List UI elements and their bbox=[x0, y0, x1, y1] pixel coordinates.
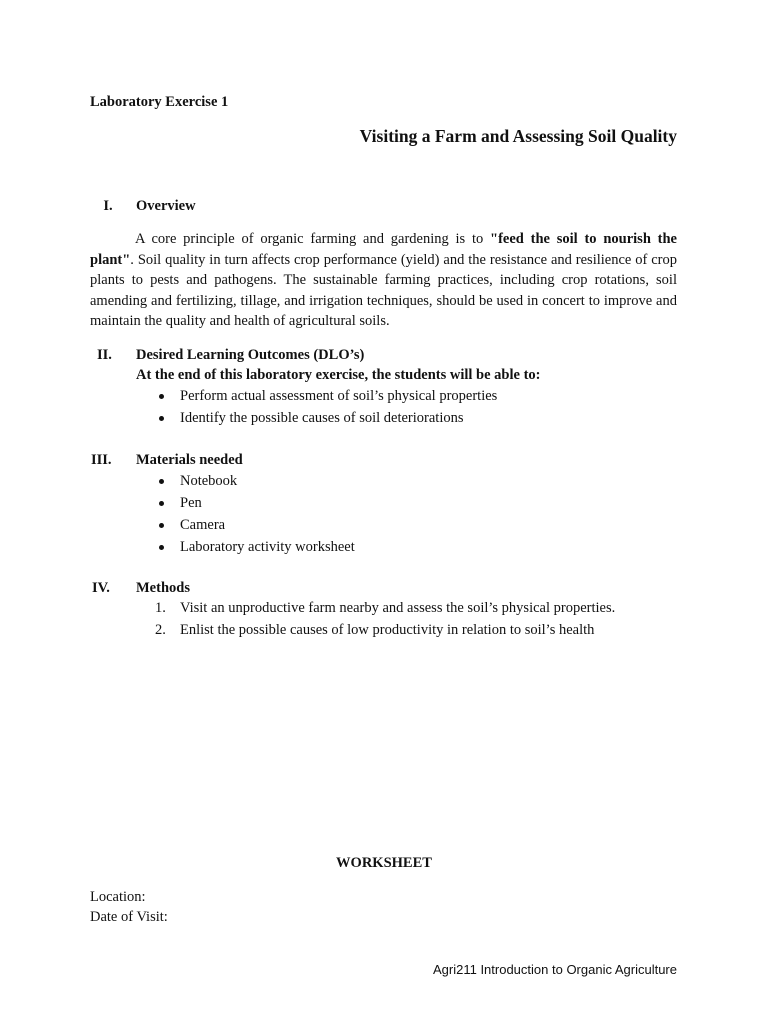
dlo-subheading: At the end of this laboratory exercise, the students will be able to: bbox=[136, 367, 541, 383]
list-item bbox=[135, 537, 355, 559]
list-item-text: Notebook bbox=[180, 473, 238, 489]
list-item-text: Camera bbox=[180, 517, 226, 533]
section-number-materials: III. bbox=[91, 452, 112, 468]
list-item-text: Identify the possible causes of soil deteriorations bbox=[180, 410, 464, 426]
section-number-overview: I. bbox=[103, 198, 113, 214]
bullet-icon bbox=[159, 523, 164, 528]
section-heading-overview: Overview bbox=[136, 198, 196, 214]
overview-text-end: . Soil quality in turn affects crop performance (yield) and the resistance and resilience of crop plants to pests and pathogens. The sustainable farming practices, including crop rotations, soil amending and fertilizing, tillage, and irrigation techniques, should be used in concert to improve and maintain the quality and health of agricultural soils. bbox=[90, 251, 677, 329]
list-item bbox=[135, 620, 615, 642]
overview-text-bold: "feed the soil to nourish the plant" bbox=[90, 231, 677, 268]
methods-list bbox=[135, 598, 615, 642]
list-item bbox=[135, 515, 355, 537]
overview-text-start: A core principle of organic farming and gardening is to bbox=[135, 231, 491, 247]
worksheet-title: WORKSHEET bbox=[336, 855, 432, 871]
list-item-text: Pen bbox=[180, 495, 202, 511]
list-item bbox=[135, 471, 355, 493]
list-item-text: Visit an unproductive farm nearby and assess the soil’s physical properties. bbox=[180, 600, 616, 616]
overview-paragraph bbox=[90, 229, 677, 332]
location-label: Location: bbox=[90, 889, 146, 905]
section-heading-materials: Materials needed bbox=[136, 452, 243, 468]
section-number-methods: IV. bbox=[92, 580, 110, 596]
step-number: 2. bbox=[155, 622, 166, 638]
list-item bbox=[135, 493, 355, 515]
dlo-list bbox=[135, 386, 497, 430]
materials-list bbox=[135, 471, 355, 559]
list-item-text: Laboratory activity worksheet bbox=[180, 539, 355, 555]
step-number: 1. bbox=[155, 600, 166, 616]
date-of-visit-label: Date of Visit: bbox=[90, 909, 168, 925]
bullet-icon bbox=[159, 501, 164, 506]
lab-exercise-label: Laboratory Exercise 1 bbox=[90, 94, 229, 110]
section-number-dlo: II. bbox=[97, 347, 112, 363]
document-title: Visiting a Farm and Assessing Soil Quality bbox=[359, 126, 677, 146]
list-item bbox=[135, 408, 497, 430]
list-item-text: Enlist the possible causes of low productivity in relation to soil’s health bbox=[180, 622, 595, 638]
list-item bbox=[135, 598, 615, 620]
bullet-icon bbox=[159, 394, 164, 399]
section-heading-methods: Methods bbox=[136, 580, 190, 596]
section-heading-dlo: Desired Learning Outcomes (DLO’s) bbox=[136, 347, 365, 363]
page-footer: Agri211 Introduction to Organic Agriculture bbox=[432, 962, 677, 977]
list-item-text: Perform actual assessment of soil’s physical properties bbox=[180, 388, 498, 404]
bullet-icon bbox=[159, 416, 164, 421]
list-item bbox=[135, 386, 497, 408]
bullet-icon bbox=[159, 545, 164, 550]
bullet-icon bbox=[159, 479, 164, 484]
